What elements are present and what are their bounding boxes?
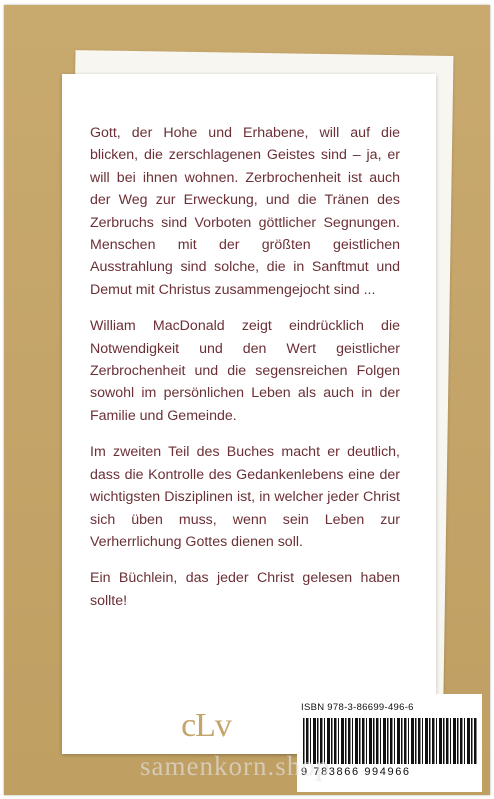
blurb-paragraph-3: Im zweiten Teil des Buches macht er deutlich, dass die Kontrolle des Gedankenlebens eine der wichtigsten Disziplinen ist, in welcher jeder Christ sich üben muss, wenn sein Leben zur Verherrlichung Gottes dienen soll. [90, 444, 400, 550]
barcode-bars [303, 718, 477, 764]
ean-digits: 9 783866 994966 [301, 766, 411, 778]
publisher-logo: cLv [181, 707, 231, 744]
blurb-paragraph-2: William MacDonald zeigt eindrücklich die Notwendigkeit und den Wert geistlicher Zerbrochenheit und die segensreichen Folgen sowohl im persönlichen Leben als auch in der Familie und Gemeinde. [90, 318, 400, 424]
shop-watermark: samenkorn.shop [140, 751, 331, 781]
blurb-paragraph-4: Ein Büchlein, das jeder Christ gelesen haben sollte! [90, 570, 400, 609]
blurb-paragraph-1: Gott, der Hohe und Erhabene, will auf die blicken, die zerschlagenen Geistes sind – ja, er will bei ihnen wohnen. Zerbrochenheit ist auch der Weg zur Erweckung, und die Tränen des Zerbruchs sind Vorboten göttlicher Segnungen. Menschen mit der größten geistlichen Ausstrahlung sind solche, die in Sanftmut und Demut mit Christus zusammengejocht sind ... [90, 125, 400, 298]
blurb-text [90, 122, 400, 626]
isbn-label: ISBN 978-3-86699-496-6 [301, 702, 414, 713]
